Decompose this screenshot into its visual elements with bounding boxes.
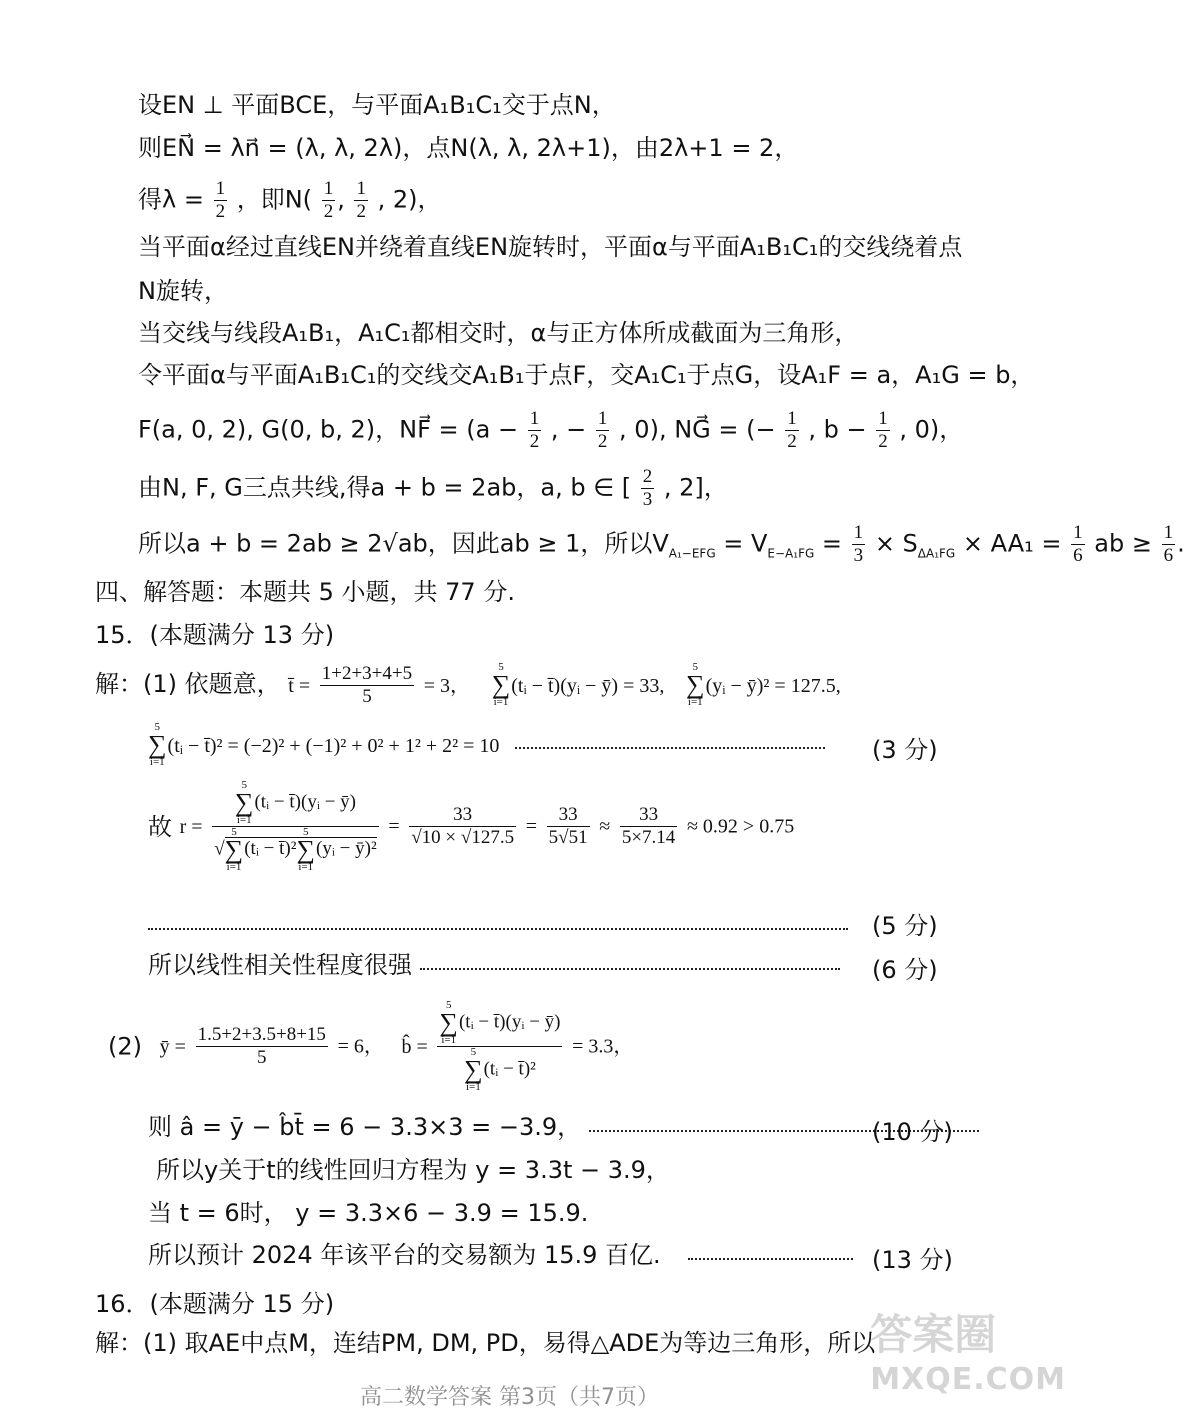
text: 所以a + b = 2ab ≥ 2√ab，因此ab ≥ 1，所以V [138,529,669,558]
text-line [148,722,825,768]
text: 所以线性相关性程度很强 [148,951,412,979]
text-line: 当交线与线段A₁B₁，A₁C₁都相交时，α与正方体所成截面为三角形， [138,319,859,347]
sum-symbol: 5 ∑ i=1 [234,779,254,826]
math: = 3， [423,675,471,697]
text-line: 设EN ⊥ 平面BCE，与平面A₁B₁C₁交于点N， [138,91,616,119]
text-line: 所以y关于t的线性回归方程为 y = 3.3t − 3.9， [156,1156,670,1184]
question-title: 15．(本题满分 13 分) [95,621,335,649]
text-line: 则EN⃗ = λn⃗ = (λ, λ, 2λ)，点N(λ, λ, 2λ+1)，由2λ+1 = 2， [138,134,799,162]
points-label: (5 分) [872,912,938,940]
text: × AA₁ = [962,529,1062,558]
fraction: $\frac{33}{5√51}$ [548,804,588,848]
fraction: $\frac{2}{3}$ [642,466,653,510]
text-line [148,950,840,980]
fraction: 5 ∑ i=1 (tᵢ − t̄)(yᵢ − ȳ) 5 ∑ i=1 (tᵢ − t̄)² [439,999,561,1093]
sum-symbol: 5 ∑ i=1 [148,721,167,768]
math: ≈ 0.92 > 0.75 [686,815,795,838]
text: × S [874,529,918,558]
points-label: (10 分) [872,1118,953,1146]
text: 解：(1) 依题意， [95,670,281,698]
fraction: $\frac{1.5+2+3.5+8+15}{5}$ [197,1024,326,1068]
watermark [870,1302,1066,1397]
points-label: (6 分) [872,956,938,984]
text: 所以预计 2024 年该平台的交易额为 15.9 百亿. [148,1241,661,1269]
text: ，即N( [236,185,313,214]
fraction: $\frac{1}{2}$ [356,178,366,222]
question-title: 16．(本题满分 15 分) [95,1290,335,1318]
fraction: $\frac{1}{2}$ [323,178,334,222]
watermark-site: MXQE.COM [870,1362,1066,1397]
math: r = [179,815,203,838]
text-line: N旋转， [138,277,228,305]
math: ȳ = [159,1035,186,1058]
fraction: $\frac{1}{2}$ [529,408,540,452]
text-line [95,662,841,708]
text: , 2]， [663,473,728,502]
fraction: $\frac{1}{2}$ [787,408,797,452]
text: = [814,529,843,558]
fraction: $\frac{1+2+3+4+5}{5}$ [321,662,413,707]
text: 故 [148,812,172,841]
fraction: $\frac{33}{√10 \times √127.5}$ [411,804,515,848]
dot-leader [148,922,848,930]
math: = 6， [337,1035,384,1058]
math: b̂ = [401,1035,428,1058]
sum-symbol: 5 ∑ i=1 [686,661,705,708]
section-heading: 四、解答题：本题共 5 小题，共 77 分. [95,578,515,606]
sum-symbol: 5 ∑ i=1 [491,661,511,708]
text: , b − [808,415,867,444]
text-line [148,910,848,940]
text: 由N, F, G三点共线,得a + b = 2ab，a, b ∈ [ [138,473,632,502]
text: , 2)， [377,185,442,214]
sum-symbol: 5 ∑ i=1 [439,999,458,1046]
text-line: 令平面α与平面A₁B₁C₁的交线交A₁B₁于点F，交A₁C₁于点G，设A₁F = a，A₁G = b， [138,361,1035,389]
dot-leader [688,1252,853,1260]
subscript: ΔA₁FG [917,546,956,561]
points-label: (3 分) [872,736,938,764]
fraction: $\frac{1}{2}$ [215,178,226,222]
text: = V [715,529,768,558]
text: , − [550,415,587,444]
fraction: $\frac{1}{2}$ [597,408,608,452]
text-line [138,522,1185,568]
subscript: E−A₁FG [767,546,815,561]
points-label: (13 分) [872,1246,953,1274]
fraction: $\frac{1}{3}$ [853,522,864,566]
watermark-logo: 答案圈 [870,1310,997,1359]
sum-symbol: 5 ∑ i=1 [464,1046,483,1093]
formula-r: 故 r = 5 ∑ i=1 (tᵢ − t̄)(yᵢ − ȳ) √ 5 ∑ i=1 (tᵢ − t̄)² 5 ∑ i=1 (yᵢ − ȳ)² = $\frac{33}{√10 \times √127.5}$ = $\frac{33}{5√51}$ ≈ $\frac{33}{5\times 7.14}$ ≈ 0.92 > 0.75 [148,779,795,873]
page-footer: 高二数学答案 第3页（共7页） [360,1385,659,1410]
fraction: $\frac{1}{6}$ [1163,522,1174,566]
fraction: $\frac{1}{6}$ [1073,522,1083,566]
text: F(a, 0, 2), G(0, b, 2)，NF⃗ = (a − [138,415,519,444]
dot-leader [420,962,840,970]
dot-leader [515,741,825,749]
text: 得λ = [138,185,204,214]
text: (2) [108,1032,142,1061]
text-line [138,408,963,453]
sum-symbol: 5 ∑ i=1 [224,826,244,873]
text-line [148,1240,853,1270]
text: , 0)， [899,415,964,444]
fraction: 5 ∑ i=1 (tᵢ − t̄)(yᵢ − ȳ) √ 5 ∑ i=1 (tᵢ − t̄)² 5 ∑ i=1 (yᵢ − ȳ)² [214,779,377,873]
text: , 0), NG⃗ = (− [619,415,776,444]
math: = 3.3， [572,1035,634,1058]
text: ab ≥ [1094,529,1152,558]
text-line: 得λ = $\frac{1}{2}$ ，即N( $\frac{1}{2}$ , $\frac{1}{2}$ , 2)， [138,178,442,222]
text-line: 解：(1) 取AE中点M，连结PM, DM, PD，易得△ADE为等边三角形，所以 [95,1329,876,1357]
text-line: 当平面α经过直线EN并绕着直线EN旋转时，平面α与平面A₁B₁C₁的交线绕着点 [138,233,963,261]
text: . [1177,529,1185,558]
text-line [138,466,728,511]
fraction: $\frac{33}{5\times 7.14}$ [621,804,676,848]
math: (tᵢ − t̄)² = (−2)² + (−1)² + 0² + 1² + 2² = 10 [167,735,500,757]
math: (yᵢ − ȳ)² = 127.5, [705,675,841,697]
math: t̄ = [288,675,311,697]
subscript: A₁−EFG [668,546,716,561]
fraction: $\frac{1}{2}$ [878,408,888,452]
text: 则 â = ȳ − b̂t̄ = 6 − 3.3×3 = −3.9， [148,1113,582,1141]
text-line [148,1112,979,1142]
text-line [108,1000,633,1093]
math: (tᵢ − t̄)(yᵢ − ȳ) = 33, [511,675,665,697]
sum-symbol: 5 ∑ i=1 [296,826,315,873]
text-line: 当 t = 6时， y = 3.3×6 − 3.9 = 15.9. [148,1199,589,1227]
